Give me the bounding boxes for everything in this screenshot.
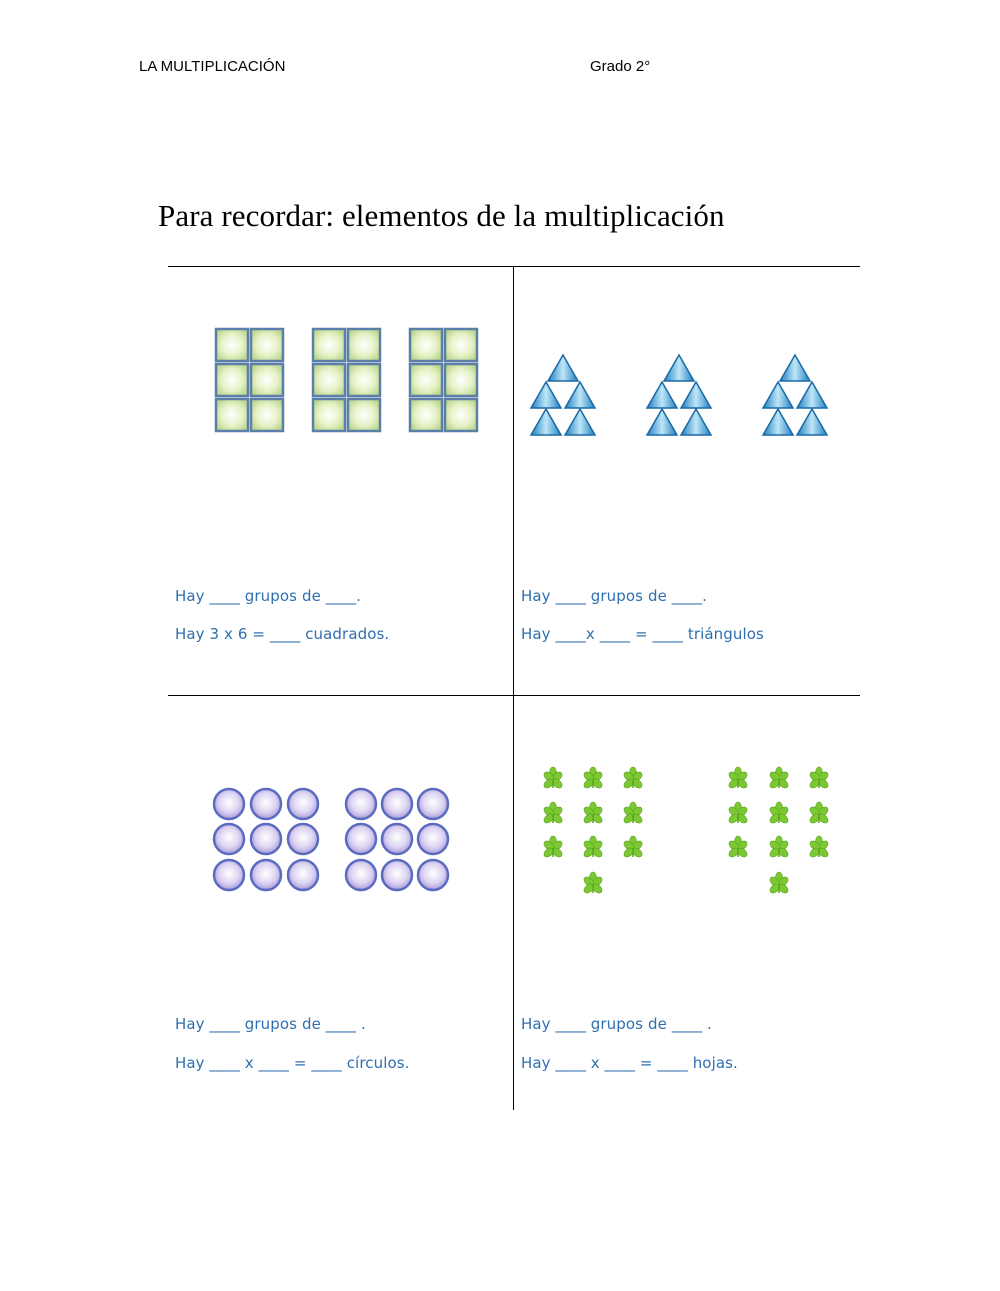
leaf-icon	[808, 767, 829, 790]
leaf-icon	[582, 767, 603, 790]
circle-icon	[251, 824, 281, 854]
page-title: Para recordar: elementos de la multiplicación	[158, 198, 725, 233]
leaf-icon	[768, 872, 789, 895]
leaf-icon	[582, 836, 603, 859]
circle-icon	[418, 860, 448, 890]
q1-line1: Hay ____ grupos de ____.	[175, 587, 362, 605]
circles-group	[214, 789, 448, 890]
square-icon	[216, 399, 248, 431]
square-icon	[313, 364, 345, 396]
leaf-icon	[727, 767, 748, 790]
circle-icon	[214, 789, 244, 819]
square-icon	[313, 399, 345, 431]
square-icon	[410, 399, 442, 431]
leaf-icon	[622, 836, 643, 859]
square-icon	[445, 329, 477, 361]
q1-line2: Hay 3 x 6 = ____ cuadrados.	[175, 625, 390, 643]
triangles-group	[531, 355, 827, 435]
circle-icon	[418, 824, 448, 854]
square-icon	[348, 364, 380, 396]
leaf-icon	[768, 802, 789, 825]
square-icon	[410, 364, 442, 396]
triangle-icon	[565, 382, 595, 408]
square-icon	[216, 364, 248, 396]
q2-line2: Hay ____x ____ = ____ triángulos	[521, 625, 764, 643]
leaf-icon	[768, 836, 789, 859]
leaf-icon	[808, 802, 829, 825]
circle-icon	[214, 824, 244, 854]
circle-icon	[418, 789, 448, 819]
square-icon	[348, 329, 380, 361]
leaves-group	[542, 767, 829, 895]
leaf-icon	[622, 767, 643, 790]
leaf-icon	[727, 836, 748, 859]
q4-line2: Hay ____ x ____ = ____ hojas.	[521, 1054, 738, 1072]
q3-line1: Hay ____ grupos de ____ .	[175, 1015, 366, 1033]
circle-icon	[382, 860, 412, 890]
triangle-icon	[531, 382, 561, 408]
circle-icon	[346, 789, 376, 819]
square-icon	[445, 399, 477, 431]
circle-icon	[288, 824, 318, 854]
leaf-icon	[542, 767, 563, 790]
leaf-icon	[727, 802, 748, 825]
q4-line1: Hay ____ grupos de ____ .	[521, 1015, 712, 1033]
header-title: LA MULTIPLICACIÓN	[139, 58, 286, 75]
square-icon	[251, 329, 283, 361]
circle-icon	[346, 824, 376, 854]
square-icon	[445, 364, 477, 396]
square-icon	[251, 364, 283, 396]
triangle-icon	[681, 382, 711, 408]
triangle-icon	[797, 409, 827, 435]
leaf-icon	[808, 836, 829, 859]
triangle-icon	[548, 355, 578, 381]
leaf-icon	[542, 836, 563, 859]
triangle-icon	[780, 355, 810, 381]
squares-group	[216, 329, 477, 431]
leaf-icon	[542, 802, 563, 825]
square-icon	[313, 329, 345, 361]
triangle-icon	[647, 382, 677, 408]
triangle-icon	[531, 409, 561, 435]
leaf-icon	[582, 872, 603, 895]
square-icon	[410, 329, 442, 361]
square-icon	[216, 329, 248, 361]
circle-icon	[288, 789, 318, 819]
header-grade: Grado 2°	[590, 58, 651, 75]
leaf-icon	[622, 802, 643, 825]
circle-icon	[382, 824, 412, 854]
leaf-icon	[768, 767, 789, 790]
triangle-icon	[681, 409, 711, 435]
circle-icon	[214, 860, 244, 890]
q3-line2: Hay ____ x ____ = ____ círculos.	[175, 1054, 410, 1072]
leaf-icon	[582, 802, 603, 825]
triangle-icon	[797, 382, 827, 408]
q2-line1: Hay ____ grupos de ____.	[521, 587, 708, 605]
triangle-icon	[565, 409, 595, 435]
circle-icon	[382, 789, 412, 819]
triangle-icon	[647, 409, 677, 435]
triangle-icon	[664, 355, 694, 381]
circle-icon	[346, 860, 376, 890]
circle-icon	[288, 860, 318, 890]
circle-icon	[251, 860, 281, 890]
square-icon	[251, 399, 283, 431]
triangle-icon	[763, 409, 793, 435]
circle-icon	[251, 789, 281, 819]
square-icon	[348, 399, 380, 431]
triangle-icon	[763, 382, 793, 408]
